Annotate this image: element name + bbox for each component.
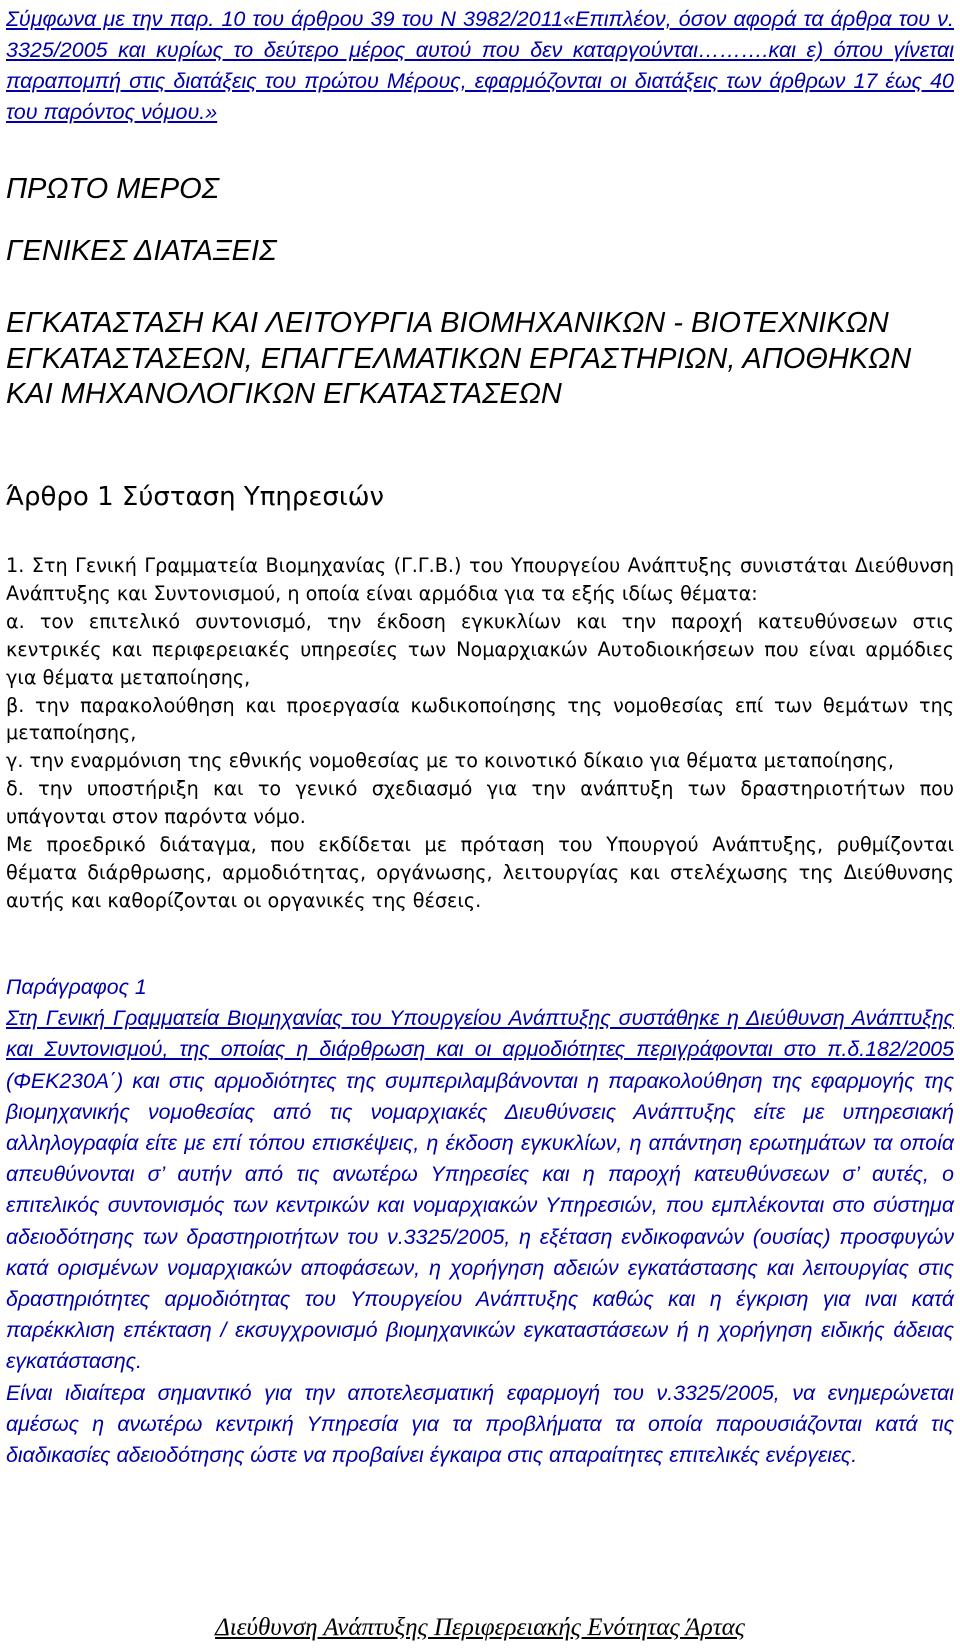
article-item-b: β. την παρακολούθηση και προεργασία κωδικοποίησης της νομοθεσίας επί των θεμάτων της μεταποίησης, [6,693,954,745]
article-1-body [6,552,954,915]
article-item-d: δ. την υποστήριξη και το γενικό σχεδιασμό για την ανάπτυξη των δραστηριοτήτων που υπάγονται στον παρόντα νόμο. [6,777,954,829]
main-title-heading: ΕΓΚΑΤΑΣΤΑΣΗ ΚΑΙ ΛΕΙΤΟΥΡΓΙΑ ΒΙΟΜΗΧΑΝΙΚΩΝ - ΒΙΟΤΕΧΝΙΚΩΝ ΕΓΚΑΤΑΣΤΑΣΕΩΝ, ΕΠΑΓΓΕΛΜΑΤΙΚΩΝ ΕΡΓΑΣΤΗΡΙΩΝ, ΑΠΟΘΗΚΩΝ ΚΑΙ ΜΗΧΑΝΟΛΟΓΙΚΩΝ ΕΓΚΑΤΑΣΤΑΣΕΩΝ [6,307,912,410]
part-heading: ΠΡΩΤΟ ΜΕΡΟΣ [6,173,220,205]
paragraph-1-commentary [6,972,954,1471]
paragraph-1-text-start: Στη Γενική Γραμματεία Βιομηχανίας του Υπουργείου Ανάπτυξης συστάθηκε η Διεύθυνση Ανάπτυξης και Συντονισμού, της οποίας η διάρθρωση και οι αρμοδιότητες περιγράφονται στο π.δ.182/2005 [6,1006,954,1062]
paragraph-1-text-2: Είναι ιδιαίτερα σημαντικό για την αποτελεσματική εφαρμογή του ν.3325/2005, να ενημερώνεται αμέσως η ανωτέρω κεντρική Υπηρεσία για τα προβλήματα τα οποία παρουσιάζονται κατά τις διαδικασίες αδειοδότησης ώστε να προβαίνει έγκαιρα στις απαραίτητες επιτελικές ενέργειες. [6,1380,954,1468]
intro-quote[interactable]: Σύμφωνα με την παρ. 10 του άρθρου 39 του Ν 3982/2011«Επιπλέον, όσον αφορά τα άρθρα του ν. 3325/2005 και κυρίως το δεύτερο μέρος αυτού που δεν καταργούνται……….και ε) όπου γίνεται παραπομπή στις διατάξεις του πρώτου Μέρους, εφαρμόζονται οι διατάξεις των άρθρων 17 έως 40 του παρόντος νόμου.» [6,7,954,124]
article-paragraph-1: 1. Στη Γενική Γραμματεία Βιομηχανίας (Γ.Γ.Β.) του Υπουργείου Ανάπτυξης συνιστάται Διεύθυνση Ανάπτυξης και Συντονισμού, η οποία είναι αρμόδια για τα εξής ιδίως θέματα: [6,554,954,605]
general-provisions-heading: ΓΕΝΙΚΕΣ ΔΙΑΤΑΞΕΙΣ [6,235,277,267]
footer-department: Διεύθυνση Ανάπτυξης Περιφερειακής Ενότητας Άρτας [215,1614,745,1641]
article-1-heading: Άρθρο 1 Σύσταση Υπηρεσιών [6,482,385,512]
article-item-c: γ. την εναρμόνιση της εθνικής νομοθεσίας με το κοινοτικό δίκαιο για θέματα μεταποίησης, [6,749,895,773]
document-page [6,0,954,1650]
article-item-a: α. τον επιτελικό συντονισμό, την έκδοση εγκυκλίων και την παροχή κατευθύνσεων στις κεντρικές και περιφερειακές υπηρεσίες των Νομαρχιακών Αυτοδιοικήσεων που είναι αρμόδιες για θέματα μεταποίησης, [6,609,954,689]
paragraph-1-title: Παράγραφος 1 [6,975,147,999]
paragraph-1-text [6,1003,954,1377]
paragraph-1-text-rest: (ΦΕΚ230Α΄) και στις αρμοδιότητες της συμπεριλαμβάνονται η παρακολούθηση της εφαρμογής της βιομηχανικής νομοθεσίας από τις νομαρχιακές Διευθύνσεις Ανάπτυξης είτε με υπηρεσιακή αλληλογραφία είτε με επί τόπου επισκέψεις, η έκδοση εγκυκλίων, η απάντηση ερωτημάτων τα οποία απευθύνονται σ’ αυτήν από τις ανωτέρω Υπηρεσίες και η παροχή κατευθύνσεων σ’ αυτές, ο επιτελικός συντονισμός των κεντρικών και νομαρχιακών Υπηρεσιών, που εμπλέκονται στο σύστημα αδειοδότησης των δραστηριοτήτων του ν.3325/2005, η εξέταση ενδικοφανών (ουσίας) προσφυγών κατά ορισμένων νομαρχιακών αποφάσεων, η χορήγηση αδειών εγκατάστασης και λειτουργίας στις δραστηριότητες αρμοδιότητας του Υπουργείου Ανάπτυξης καθώς και η έγκριση για ιναι κατά παρέκκλιση επέκταση / εκσυγχρονισμό βιομηχανικών εγκαταστάσεων ή η χορήγηση ειδικής άδειας εγκατάστασης. [6,1068,954,1374]
article-paragraph-2: Με προεδρικό διάταγμα, που εκδίδεται με πρόταση του Υπουργού Ανάπτυξης, ρυθμίζονται θέματα διάρθρωσης, αρμοδιότητας, οργάνωσης, λειτουργίας και στελέχωσης της Διεύθυνσης αυτής και καθορίζονται οι οργανικές της θέσεις. [6,833,954,912]
